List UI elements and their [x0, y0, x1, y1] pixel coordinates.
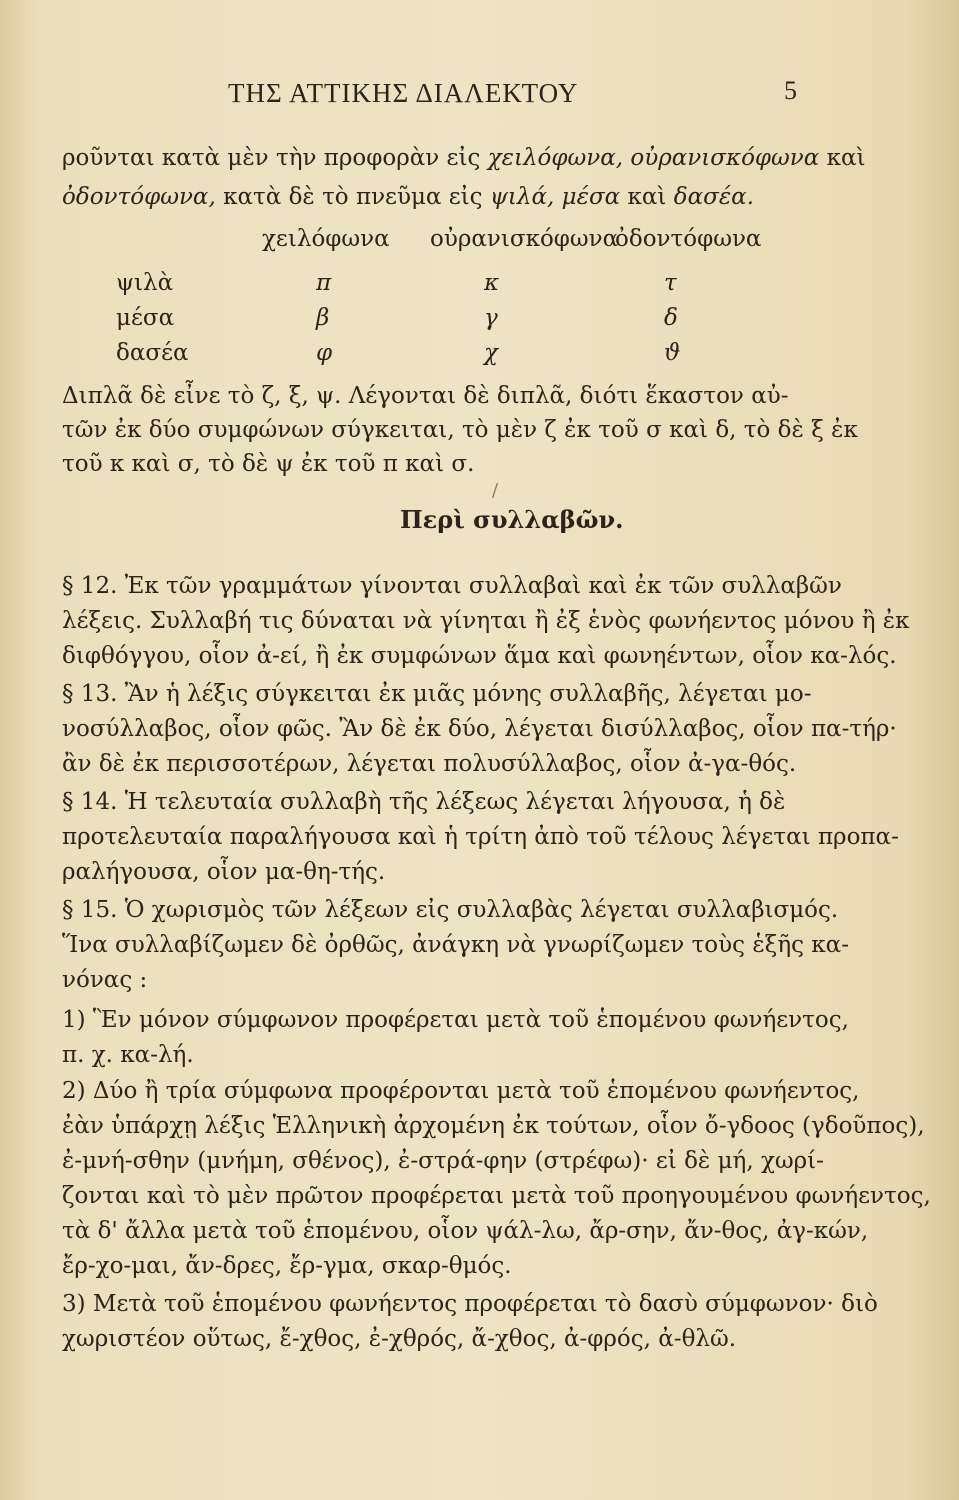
table-header: ὀδοντόφωνα [615, 226, 762, 252]
running-head: ΤΗΣ ΑΤΤΙΚΗΣ ΔΙΑΛΕΚΤΟΥ [228, 78, 579, 108]
rule-line: ἐ-μνή-σθην (μνήμη, σθένος), ἐ-στρά-φην (στρέφω)· εἰ δὲ μή, χωρί- [62, 1148, 824, 1174]
intro-line-2 [62, 181, 832, 213]
page-header [0, 78, 959, 118]
intro-italic: χειλόφωνα, οὐρανισκόφωνα [487, 145, 820, 171]
paragraph-line: διφθόγγου, οἷον ἀ-εί, ἢ ἐκ συμφώνων ἅμα καὶ φωνηέντων, οἷον κα-λός. [62, 643, 897, 669]
scan-mark: / [492, 480, 499, 501]
paragraph-line: § 14. Ἡ τελευταία συλλαβὴ τῆς λέξεως λέγεται λήγουσα, ἡ δὲ [62, 789, 786, 815]
rule-line: 3) Μετὰ τοῦ ἑπομένου φωνήεντος προφέρεται τὸ δασὺ σύμφωνον· διὸ [62, 1291, 878, 1317]
paragraph-line: Ἵνα συλλαβίζωμεν δὲ ὀρθῶς, ἀνάγκη νὰ γνωρίζωμεν τοὺς ἑξῆς κα- [62, 932, 849, 958]
paragraph-line: § 13. Ἂν ἡ λέξις σύγκειται ἐκ μιᾶς μόνης συλλαβῆς, λέγεται μο- [62, 681, 812, 707]
double-consonants-line: τοῦ κ καὶ σ, τὸ δὲ ψ ἐκ τοῦ π καὶ σ. [62, 451, 475, 477]
table-cell: κ [484, 270, 500, 296]
rule-line: ζονται καὶ τὸ μὲν πρῶτον προφέρεται μετὰ τοῦ προηγουμένου φωνήεντος, [62, 1183, 931, 1209]
row-label: δασέα [116, 340, 189, 366]
double-consonants-line: τῶν ἐκ δύο συμφώνων σύγκειται, τὸ μὲν ζ ἐκ τοῦ σ καὶ δ, τὸ δὲ ξ ἐκ [62, 417, 858, 443]
paragraph-line: § 12. Ἐκ τῶν γραμμάτων γίνονται συλλαβαὶ καὶ ἐκ τῶν συλλαβῶν [62, 573, 842, 599]
table-row [0, 270, 959, 304]
intro-text: ροῦνται κατὰ μὲν τὴν προφορὰν εἰς [62, 145, 488, 171]
intro-text: κατὰ δὲ τὸ πνεῦμα εἰς [215, 184, 490, 210]
table-row [0, 340, 959, 374]
row-label: μέσα [116, 305, 175, 331]
paragraph-line: νοσύλλαβος, οἷον φῶς. Ἂν δὲ ἐκ δύο, λέγεται δισύλλαβος, οἷον πα-τήρ· [62, 716, 897, 742]
intro-text: καὶ [620, 184, 674, 210]
intro-line-1 [62, 142, 866, 174]
intro-italic: δασέα. [673, 184, 754, 210]
table-cell: γ [484, 305, 498, 331]
table-header: οὐρανισκόφωνα [430, 226, 619, 252]
intro-italic: ψιλά, μέσα [489, 184, 621, 210]
rule-line: τὰ δ' ἄλλα μετὰ τοῦ ἑπομένου, οἷον ψάλ-λω, ἄρ-σην, ἄν-θος, ἀγ-κών, [62, 1218, 869, 1244]
row-label: ψιλὰ [116, 270, 174, 296]
intro-italic: ὀδοντόφωνα, [62, 184, 216, 210]
double-consonants-line: Διπλᾶ δὲ εἶνε τὸ ζ, ξ, ψ. Λέγονται δὲ διπλᾶ, διότι ἕκαστον αὐ- [62, 383, 789, 409]
paragraph-line: λέξεις. Συλλαβή τις δύναται νὰ γίνηται ἢ ἐξ ἑνὸς φωνήεντος μόνου ἢ ἐκ [62, 608, 910, 634]
table-row [0, 305, 959, 339]
table-cell: β [316, 305, 330, 331]
table-header: χειλόφωνα [262, 226, 390, 252]
paragraph-line: ἂν δὲ ἐκ περισσοτέρων, λέγεται πολυσύλλαβος, οἷον ἀ-γα-θός. [62, 751, 797, 777]
rule-line: χωριστέον οὕτως, ἔ-χθος, ἐ-χθρός, ἄ-χθος, ἀ-φρός, ἀ-θλῶ. [62, 1326, 737, 1352]
table-header-row [0, 226, 959, 260]
rule-line: ἔρ-χο-μαι, ἄν-δρες, ἔρ-γμα, σκαρ-θμός. [62, 1253, 512, 1279]
rule-line: ἐὰν ὑπάρχῃ λέξις Ἑλληνικὴ ἀρχομένη ἐκ τούτων, οἷον ὄ-γδοος (γδοῦπος), [62, 1113, 925, 1139]
table-cell: τ [664, 270, 677, 296]
intro-text: καὶ [819, 145, 866, 171]
rule-line: 2) Δύο ἢ τρία σύμφωνα προφέρονται μετὰ τοῦ ἑπομένου φωνήεντος, [62, 1078, 860, 1104]
section-title: Περὶ συλλαβῶν. [400, 505, 624, 534]
paragraph-line: § 15. Ὁ χωρισμὸς τῶν λέξεων εἰς συλλαβὰς λέγεται συλλαβισμός. [62, 897, 839, 923]
table-cell: δ [664, 305, 678, 331]
rule-line: π. χ. κα-λή. [62, 1042, 194, 1068]
page-number: 5 [784, 76, 797, 105]
paragraph-line: προτελευταία παραλήγουσα καὶ ἡ τρίτη ἀπὸ τοῦ τέλους λέγεται προπα- [62, 824, 899, 850]
table-cell: π [316, 270, 332, 296]
table-cell: ϑ [664, 340, 681, 366]
table-cell: χ [484, 340, 498, 366]
rule-line: 1) Ἓν μόνον σύμφωνον προφέρεται μετὰ τοῦ ἑπομένου φωνήεντος, [62, 1007, 849, 1033]
paragraph-line: ραλήγουσα, οἷον μα-θη-τής. [62, 859, 386, 885]
table-cell: φ [316, 340, 333, 366]
paragraph-line: νόνας : [62, 967, 148, 993]
